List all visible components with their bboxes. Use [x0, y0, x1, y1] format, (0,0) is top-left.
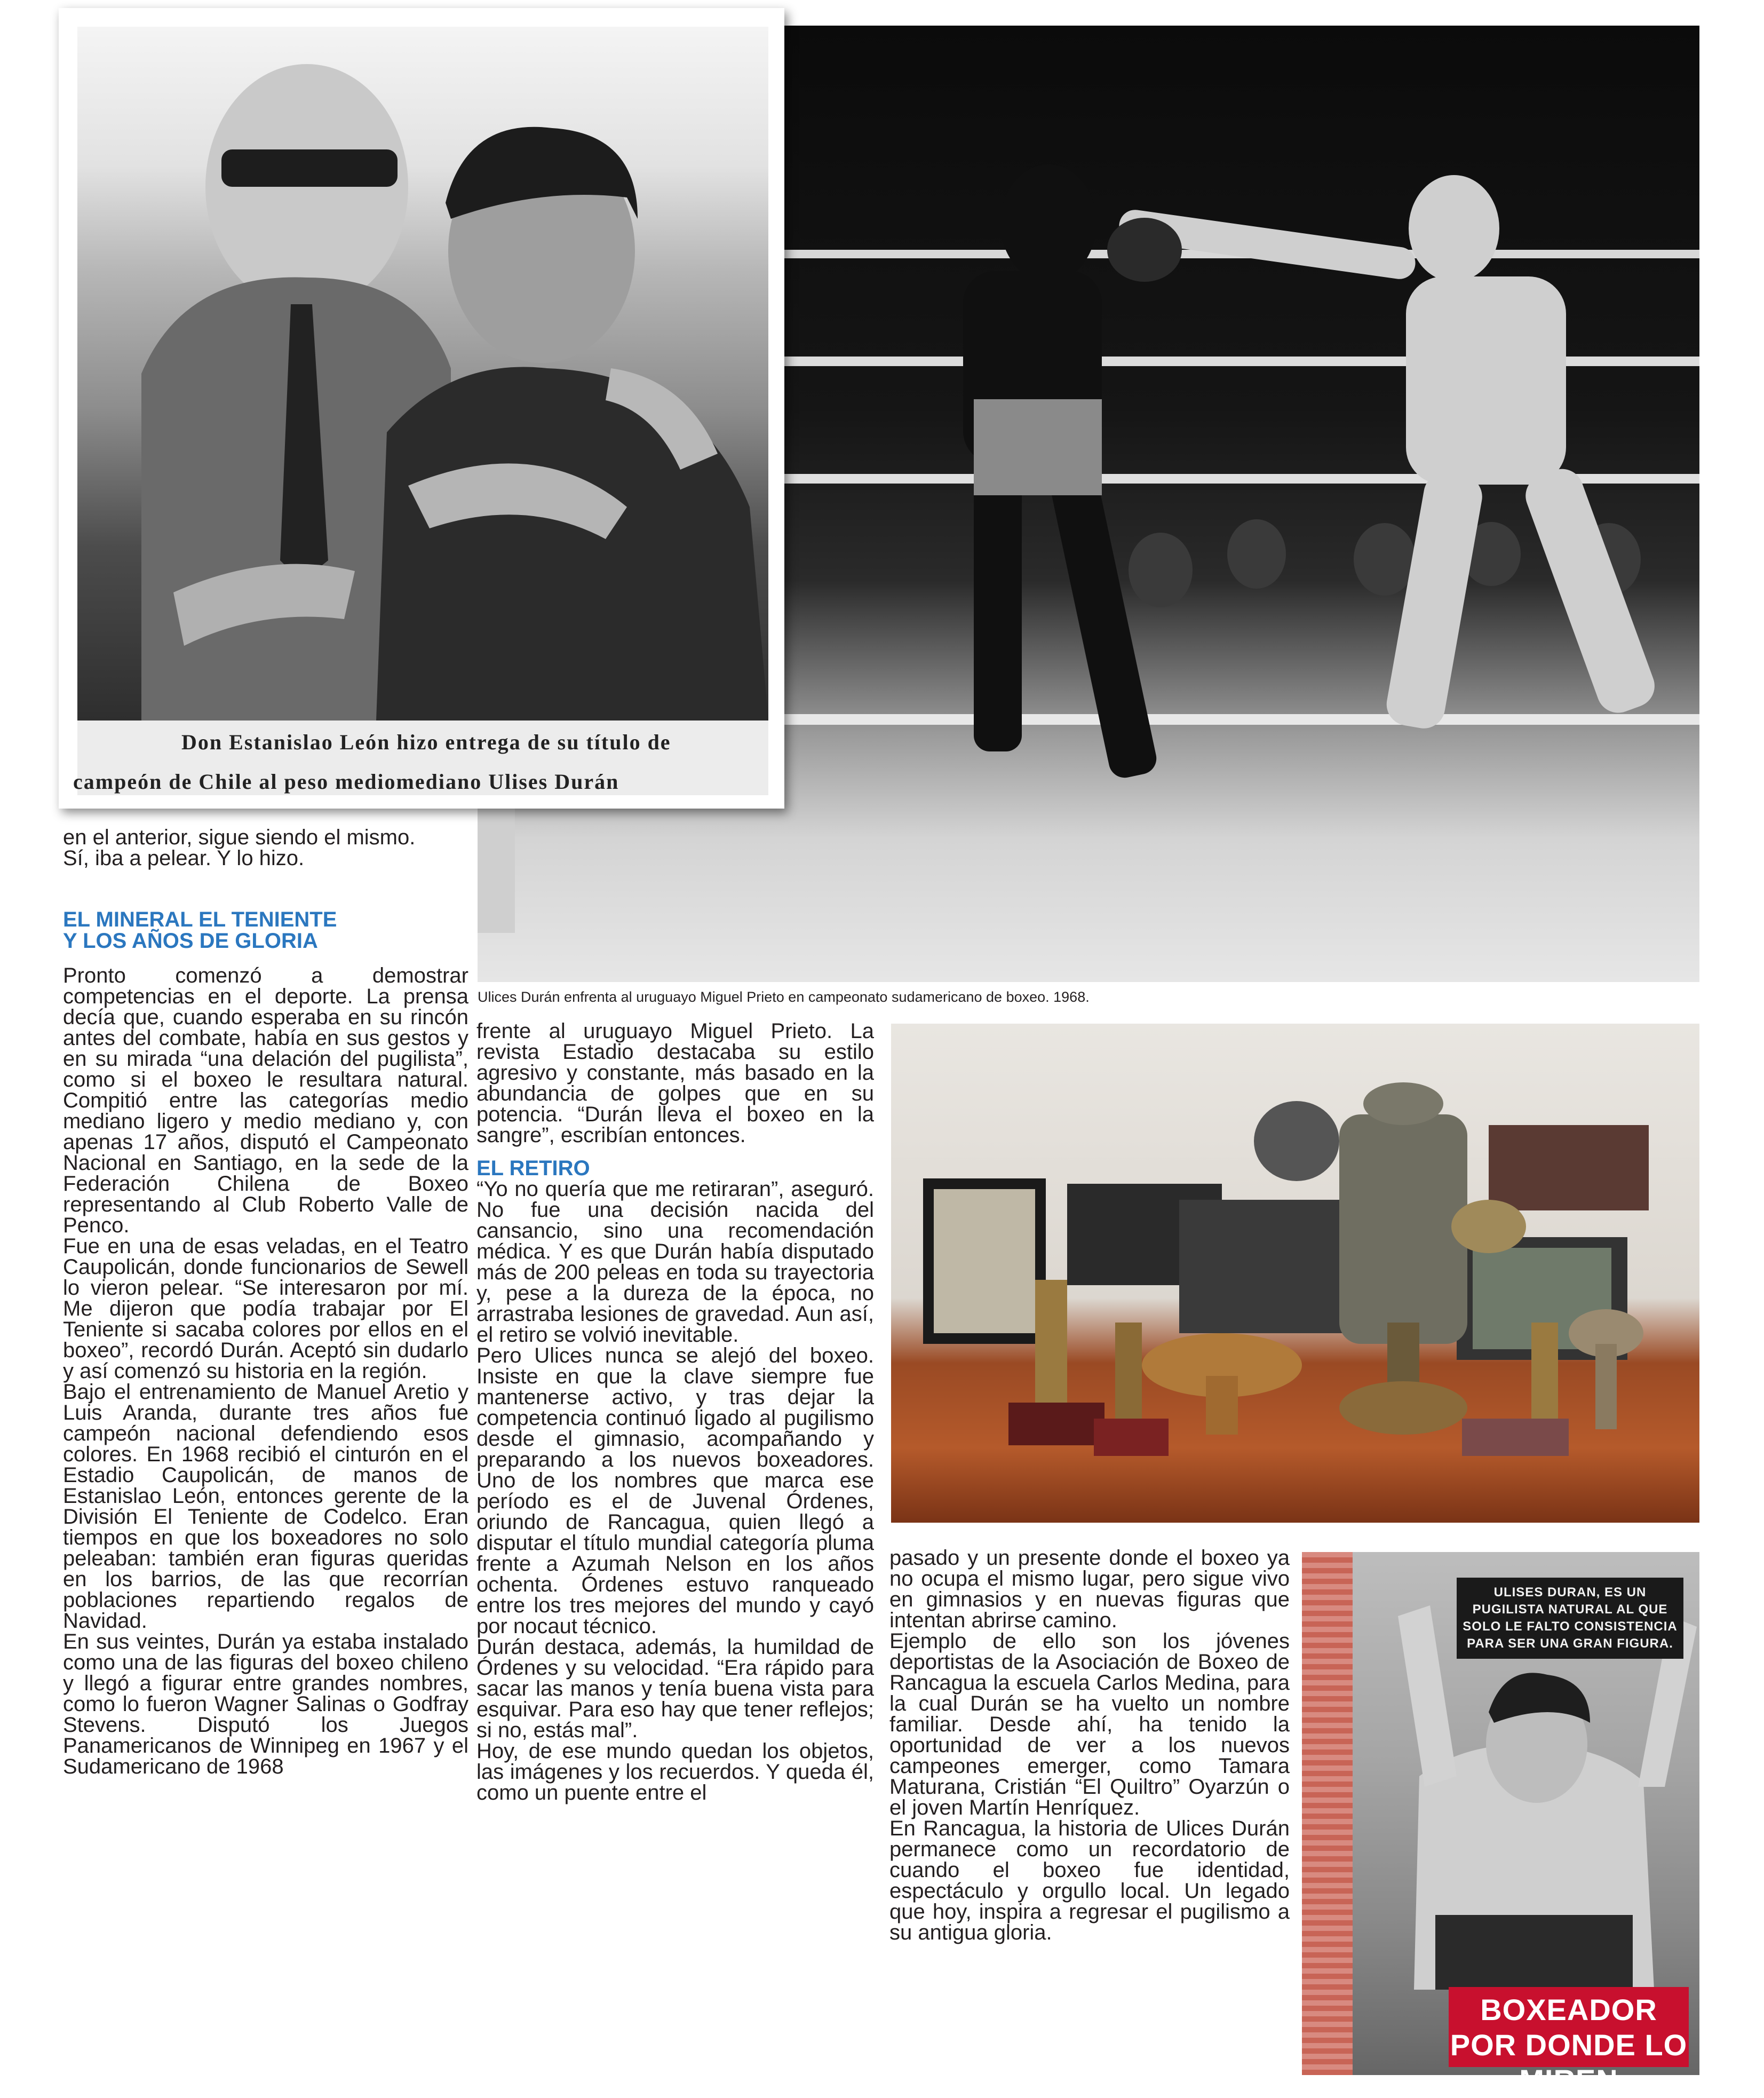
- article-intro: [63, 827, 458, 869]
- section-2-paragraph-1: “Yo no quería que me retiraran”, aseguró. No fue una decisión nacida del cansancio, sino una recomendación médica. Y es que Durán había disputado más de 200 peleas en toda su trayectoria y, pese a la dureza de la época, no arrastraba lesiones de gravedad. Aun así, el retiro se volvió inevitable.: [476, 1177, 874, 1347]
- section-1-heading-line-2: Y LOS AÑOS DE GLORIA: [63, 929, 318, 953]
- clipping-photo: [77, 27, 768, 721]
- article-column-2: [476, 1021, 874, 2088]
- section-1-paragraph-4: En sus veintes, Durán ya estaba instalado como una de las figuras del boxeo chileno y llegó a figurar entre grandes nombres, como lo fueron Wagner Salinas o Godfray Stevens. Disputó los Juegos Panamericanos de Winnipeg en 1967 y el Sudamericano de 1968: [63, 1630, 468, 1778]
- intro-paragraph-1: en el anterior, sigue siendo el mismo.: [63, 826, 416, 849]
- section-2-paragraph-4: Hoy, de ese mundo quedan los objetos, las imágenes y los recuerdos. Y queda él, como un puente entre el: [476, 1739, 874, 1804]
- column-3-paragraph-3: En Rancagua, la historia de Ulices Durán permanece como un recordatorio de cuando el boxeo fue identidad, espectáculo y orgullo local. Un legado que hoy, inspira a regresar el pugilismo a su antigua gloria.: [889, 1817, 1290, 1944]
- trophies-photo: [891, 1024, 1699, 1523]
- magazine-banner: BOXEADOR POR DONDE LO MIREN: [1449, 1987, 1689, 2067]
- section-1-heading-line-1: EL MINERAL EL TENIENTE: [63, 908, 337, 931]
- section-2-paragraph-2: Pero Ulices nunca se alejó del boxeo. Insiste en que la clave siempre fue mantenerse activo, y tras dejar la competencia continuó ligado al pugilismo desde el gimnasio, acompañando y preparando a los nuevos boxeadores. Uno de los nombres que marca ese período es el de Juvenal Órdenes, oriundo de Rancagua, quien llegó a disputar el título mundial categoría pluma frente a Azumah Nelson en los años ochenta. Órdenes estuvo ranqueado entre los tres mejores del mundo y cayó por nocaut técnico.: [476, 1344, 874, 1638]
- intro-paragraph-2: Sí, iba a pelear. Y lo hizo.: [63, 846, 305, 870]
- column-2-paragraph-1: frente al uruguayo Miguel Prieto. La revista Estadio destacaba su estilo agresivo y constante, más basado en la abundancia de golpes que en su potencia. “Durán lleva el boxeo en la sangre”, escribían entonces.: [476, 1019, 874, 1147]
- clipping-caption: [73, 721, 768, 795]
- section-2-heading: EL RETIRO: [476, 1157, 590, 1180]
- section-1-paragraph-1: Pronto comenzó a demostrar competencias en el deporte. La prensa decía que, cuando esperaba en su rincón antes del combate, había en sus gestos y en su mirada “una delación del pugilista”, como si el boxeo le resultara natural. Compitió entre las categorías medio mediano ligero y medio mediano y, con apenas 17 años, disputó el Campeonato Nacional en Santiago, en la sede de la Federación Chilena de Boxeo representando al Club Roberto Valle de Penco.: [63, 964, 468, 1237]
- clipping-caption-line-2: campeón de Chile al peso mediomediano Ulises Durán: [73, 770, 619, 794]
- article-column-3: [889, 1548, 1290, 1943]
- clipping-caption-line-1: Don Estanislao León hizo entrega de su título de: [181, 730, 671, 754]
- article-column-1: [63, 965, 468, 2086]
- magazine-quote: ULISES DURAN, ES UN PUGILISTA NATURAL AL QUE SOLO LE FALTO CONSISTENCIA PARA SER UNA GRAN FIGURA.: [1457, 1578, 1683, 1659]
- section-1-heading-block: [63, 909, 468, 952]
- ring-photo-caption: Ulices Durán enfrenta al uruguayo Miguel Prieto en campeonato sudamericano de boxeo. 1968.: [478, 989, 1090, 1005]
- newspaper-clipping: [59, 8, 784, 809]
- section-1-paragraph-2: Fue en una de esas veladas, en el Teatro Caupolicán, donde funcionarios de Sewell lo vieron pelear. “Se interesaron por mí. Me dijeron que podía trabajar por El Teniente si sacaba colores por ellos en el boxeo”, recordó Durán. Aceptó sin dudarlo y así comenzó su historia en la región.: [63, 1234, 468, 1383]
- section-2-paragraph-3: Durán destaca, además, la humildad de Órdenes y su velocidad. “Era rápido para sacar las manos y tenía buena vista para esquivar. Para eso hay que tener reflejos; si no, estás mal”.: [476, 1635, 874, 1742]
- trophies-illustration: [891, 1024, 1699, 1523]
- section-1-paragraph-3: Bajo el entrenamiento de Manuel Aretio y Luis Aranda, durante tres años fue campeón nacional defendiendo esos colores. En 1968 recibió el cinturón en el Estadio Caupolicán, de manos de Estanislao León, entonces gerente de la División El Teniente de Codelco. Eran tiempos en que los boxeadores no solo peleaban: también eran figuras queridas en los barrios, de las que recorrían poblaciones repartiendo regalos de Navidad.: [63, 1380, 468, 1633]
- magazine-cover-photo: [1302, 1552, 1699, 2097]
- column-3-paragraph-2: Ejemplo de ello son los jóvenes deportistas de la Asociación de Boxeo de Rancagua la escuela Carlos Medina, para la cual Durán se ha vuelto un nombre familiar. Desde ahí, ha tenido la oportunidad de ver a los nuevos campeones emerger, como Tamara Maturana, Cristián “El Quiltro” Oyarzún o el joven Martín Henríquez.: [889, 1629, 1290, 1819]
- column-3-paragraph-1: pasado y un presente donde el boxeo ya no ocupa el mismo lugar, pero sigue vivo en gimnasios y en nuevas figuras que intentan abrirse camino.: [889, 1546, 1290, 1632]
- clipping-illustration: [77, 27, 768, 721]
